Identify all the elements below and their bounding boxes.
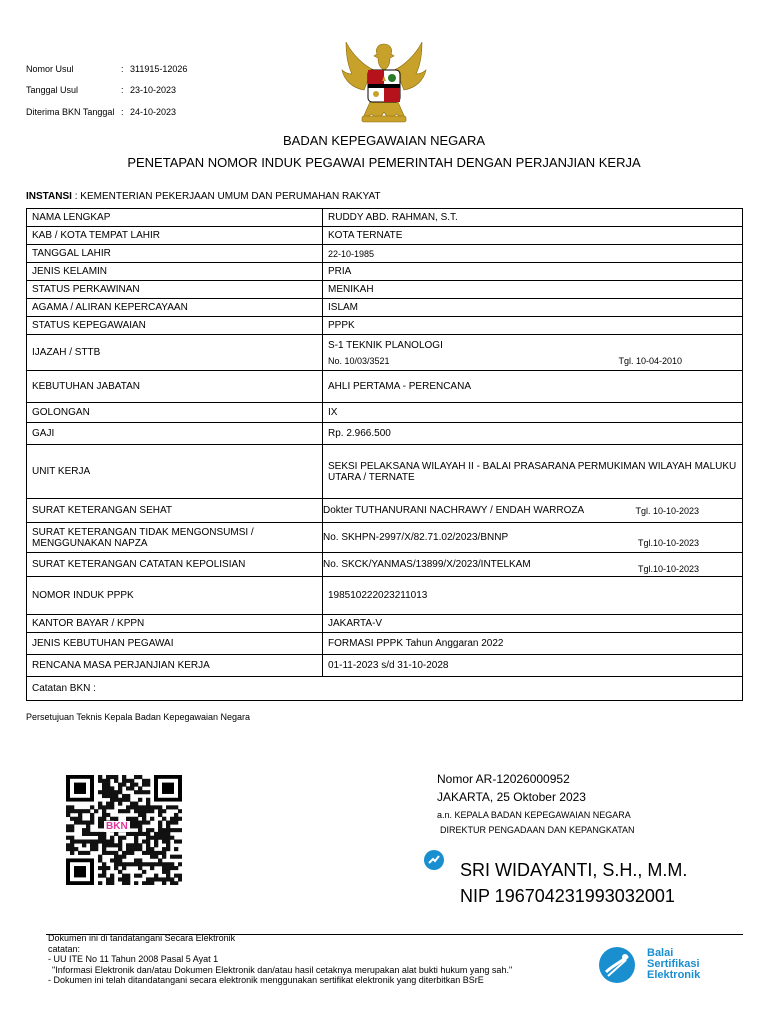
bsre-text-3: Elektronik [647, 969, 701, 981]
catatan-bkn: Catatan BKN : [27, 677, 743, 701]
ijazah-date: Tgl. 10-04-2010 [618, 355, 682, 366]
polisi-detail [323, 559, 737, 574]
napza-cell [323, 523, 743, 553]
qr-code [66, 775, 182, 885]
polisi-value: No. SKCK/YANMAS/13899/X/2023/INTELKAM [323, 559, 531, 570]
row-value: ISLAM [323, 299, 743, 317]
bsre-logo-text [647, 948, 700, 981]
row-label: UNIT KERJA [27, 445, 323, 499]
row-label: GOLONGAN [27, 403, 323, 423]
table-row [27, 677, 743, 701]
colon: : [121, 85, 124, 95]
napza-value: No. SKHPN-2997/X/82.71.02/2023/BNNP [323, 532, 509, 543]
table-row [27, 577, 743, 615]
row-label: NOMOR INDUK PPPK [27, 577, 323, 615]
footer-line-3: - UU ITE No 11 Tahun 2008 Pasal 5 Ayat 1 [48, 954, 219, 964]
tanggal-usul-label: Tanggal Usul [26, 85, 79, 95]
row-label: GAJI [27, 423, 323, 445]
row-label: RENCANA MASA PERJANJIAN KERJA [27, 655, 323, 677]
row-value: FORMASI PPPK Tahun Anggaran 2022 [323, 633, 743, 655]
row-label: AGAMA / ALIRAN KEPERCAYAAN [27, 299, 323, 317]
nomor-usul-row [26, 64, 187, 74]
row-value: SEKSI PELAKSANA WILAYAH II - BALAI PRASARANA PERMUKIMAN WILAYAH MALUKU UTARA / TERNATE [323, 445, 743, 499]
row-value: 01-11-2023 s/d 31-10-2028 [323, 655, 743, 677]
polisi-date: Tgl.10-10-2023 [637, 563, 699, 574]
table-row [27, 615, 743, 633]
diterima-value: 24-10-2023 [130, 107, 177, 117]
footer-line-4: "Informasi Elektronik dan/atau Dokumen Elektronik dan/atau hasil cetaknya merupakan alat bukti hukum yang sah." [52, 964, 513, 975]
colon: : [121, 64, 124, 74]
ijazah-number: No. 10/03/3521 [328, 355, 390, 366]
signer-name: SRI WIDAYANTI, S.H., M.M. [460, 860, 688, 880]
footer-line-2: catatan: [48, 943, 81, 954]
instansi-label: INSTANSI [26, 191, 72, 202]
row-value: RUDDY ABD. RAHMAN, S.T. [323, 209, 743, 227]
table-row [27, 281, 743, 299]
row-label: JENIS KELAMIN [27, 263, 323, 281]
bsre-text-1: Balai [647, 947, 674, 959]
document-title: PENETAPAN NOMOR INDUK PEGAWAI PEMERINTAH DENGAN PERJANJIAN KERJA [127, 155, 641, 170]
napza-detail [323, 532, 737, 548]
table-row [27, 445, 743, 499]
table-row [27, 403, 743, 423]
table-row [27, 633, 743, 655]
row-label: SURAT KETERANGAN CATATAN KEPOLISIAN [27, 553, 323, 577]
bsre-signature-icon [423, 849, 445, 871]
table-row [27, 655, 743, 677]
row-label: IJAZAH / STTB [27, 335, 323, 371]
table-row [27, 423, 743, 445]
row-value: PPPK [323, 317, 743, 335]
table-row [27, 371, 743, 403]
row-value: AHLI PERTAMA - PERENCANA [323, 371, 743, 403]
table-row [27, 335, 743, 371]
diterima-label: Diterima BKN Tanggal [26, 107, 115, 117]
tanggal-usul-value: 23-10-2023 [130, 85, 177, 95]
table-row [27, 209, 743, 227]
agency-title: BADAN KEPEGAWAIAN NEGARA [282, 133, 486, 148]
table-row [27, 499, 743, 523]
table-row [27, 263, 743, 281]
ijazah-detail [328, 356, 737, 366]
row-label: SURAT KETERANGAN TIDAK MENGONSUMSI / MENGGUNAKAN NAPZA [27, 523, 323, 553]
polisi-cell [323, 553, 743, 577]
signature-an: a.n. KEPALA BADAN KEPEGAWAIAN NEGARA [437, 810, 631, 820]
bsre-text-2: Sertifikasi [647, 958, 700, 970]
table-row [27, 553, 743, 577]
napza-date: Tgl.10-10-2023 [637, 537, 699, 548]
signature-number: Nomor AR-12026000952 [437, 772, 570, 786]
row-label: SURAT KETERANGAN SEHAT [27, 499, 323, 523]
instansi-value: : KEMENTERIAN PEKERJAAN UMUM DAN PERUMAHAN RAKYAT [74, 191, 381, 202]
table-row [27, 245, 743, 263]
row-value: KOTA TERNATE [323, 227, 743, 245]
row-value: MENIKAH [323, 281, 743, 299]
ijazah-value: S-1 TEKNIK PLANOLOGI [328, 339, 443, 351]
bsre-logo-icon [598, 946, 636, 984]
table-row [27, 523, 743, 553]
footer-line-5: - Dokumen ini telah ditandatangani secara elektronik menggunakan sertifikat elektronik yang diterbitkan BSrE [48, 975, 484, 985]
row-label: KEBUTUHAN JABATAN [27, 371, 323, 403]
row-value: PRIA [323, 263, 743, 281]
sehat-date: Tgl. 10-10-2023 [635, 505, 699, 516]
row-label: STATUS KEPEGAWAIAN [27, 317, 323, 335]
row-value: JAKARTA-V [323, 615, 743, 633]
signer-nip: NIP 196704231993032001 [460, 886, 675, 906]
row-label: KAB / KOTA TEMPAT LAHIR [27, 227, 323, 245]
footer-line-1: Dokumen ini di tandatangani Secara Elektronik [48, 933, 236, 943]
garuda-emblem-icon [338, 40, 430, 126]
signature-jabatan: DIREKTUR PENGADAAN DAN KEPANGKATAN [440, 825, 635, 835]
signature-place-date: JAKARTA, 25 Oktober 2023 [437, 790, 586, 804]
qr-logo: BKN [106, 821, 128, 832]
sehat-value: Dokter TUTHANURANI NACHRAWY / ENDAH WARROZA [323, 505, 585, 516]
nip-pppk-value: 198510222023211013 [323, 577, 743, 615]
row-label: JENIS KEBUTUHAN PEGAWAI [27, 633, 323, 655]
colon: : [121, 107, 124, 117]
table-row [27, 227, 743, 245]
row-label: KANTOR BAYAR / KPPN [27, 615, 323, 633]
row-value: 22-10-1985 [323, 245, 743, 263]
ijazah-cell [323, 335, 743, 371]
table-row [27, 317, 743, 335]
sehat-cell [323, 499, 743, 523]
diterima-row [26, 107, 176, 117]
approval-text: Persetujuan Teknis Kepala Badan Kepegawaian Negara [26, 712, 250, 722]
tanggal-usul-row [26, 85, 176, 95]
sehat-detail [323, 505, 737, 516]
footer-text [48, 933, 512, 986]
nomor-usul-label: Nomor Usul [26, 64, 74, 74]
instansi-row [26, 191, 381, 202]
table-row [27, 299, 743, 317]
row-label: STATUS PERKAWINAN [27, 281, 323, 299]
row-label: TANGGAL LAHIR [27, 245, 323, 263]
row-value: Rp. 2.966.500 [323, 423, 743, 445]
employee-data-table [26, 208, 743, 701]
row-value: IX [323, 403, 743, 423]
row-label: NAMA LENGKAP [27, 209, 323, 227]
nomor-usul-value: 311915-12026 [130, 64, 188, 74]
